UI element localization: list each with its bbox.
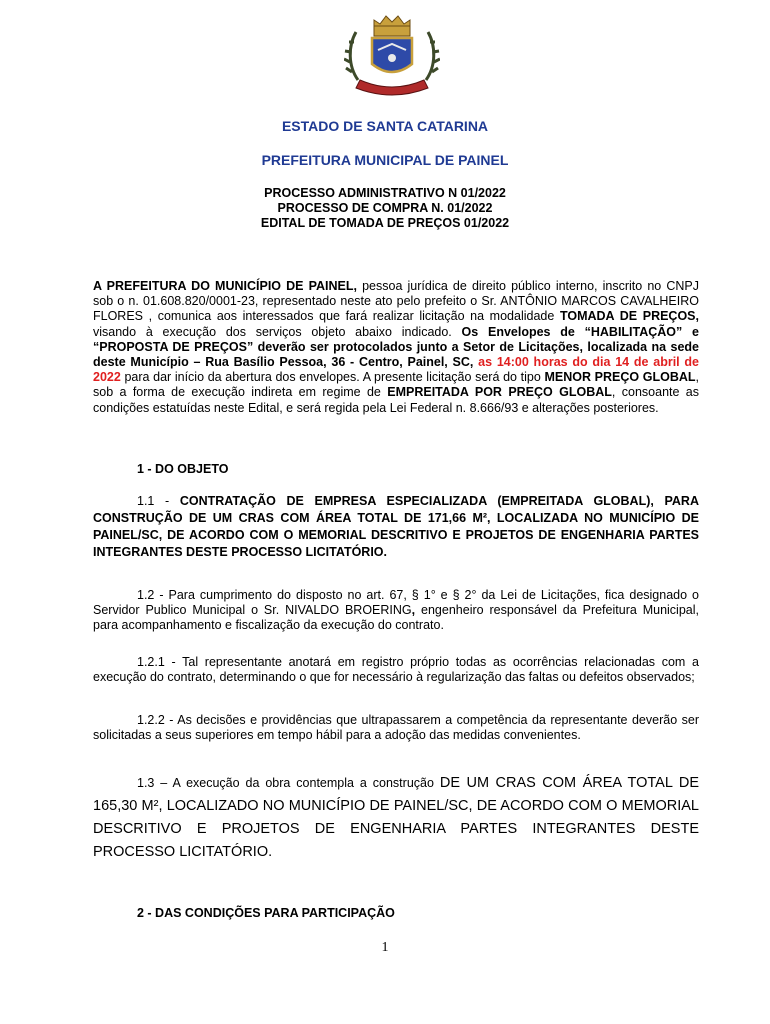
intro-bold-5: EMPREITADA POR PREÇO GLOBAL <box>387 385 612 400</box>
intro-text-2: visando à execução dos serviços objeto abaixo indicado. <box>93 324 462 339</box>
intro-bold-4: MENOR PREÇO GLOBAL <box>544 370 696 385</box>
s11-prefix: 1.1 - <box>137 494 180 508</box>
section-1-2-1: 1.2.1 - Tal representante anotará em registro próprio todas as ocorrências relacionadas com a execução do contrato, determinando o que for necessário à regularização das faltas ou defeitos observados; <box>93 655 699 685</box>
s12-text: 1.2 - Para cumprimento do disposto no art. 67, § 1° e § 2° da Lei de Licitações, fica designado o Servidor Publico Municipal o Sr. NIVALDO BROERING <box>93 588 699 618</box>
section-1-1 <box>93 493 699 561</box>
page-number: 1 <box>381 940 389 955</box>
process-administrative: PROCESSO ADMINISTRATIVO N 01/2022 <box>264 186 506 200</box>
intro-text-1: pessoa jurídica de direito público interno, inscrito no CNPJ sob o n. 01.608.820/0001-23, representado neste ato pelo prefeito o Sr. ANTÔNIO MARCOS CAVALHEIRO FLORES , comunica aos interessados que fará realizar licitação na modalidade <box>93 279 699 324</box>
intro-bold-3: Os Envelopes de “HABILITAÇÃO” e “PROPOSTA DE PREÇOS” deverão ser protocolados junto a Setor de Licitações, localizada na sede deste Município – Rua Basílio Pessoa, 36 - Centro, Painel, SC, <box>93 324 699 370</box>
s13-text: DE UM CRAS COM ÁREA TOTAL DE 165,30 M², LOCALIZADO NO MUNICÍPIO DE PAINEL/SC, DE ACORDO COM O MEMORIAL DESCRITIVO E PROJETOS DE ENGENHARIA PARTES INTEGRANTES DESTE PROCESSO LICITATÓRIO. <box>93 775 699 860</box>
section-1-3 <box>93 772 699 864</box>
section-1-2-2: 1.2.2 - As decisões e providências que ultrapassarem a competência da representante deverão ser solicitadas a seus superiores em tempo hábil para a adoção das medidas convenientes. <box>93 713 699 743</box>
s12-comma: , <box>411 603 416 618</box>
edital-title: EDITAL DE TOMADA DE PREÇOS 01/2022 <box>260 216 510 230</box>
section-1-title: 1 - DO OBJETO <box>137 462 229 476</box>
municipal-coat-of-arms-icon <box>344 14 440 96</box>
s13-intro: 1.3 – A execução da obra contempla a construção <box>137 776 440 790</box>
section-2-title: 2 - DAS CONDIÇÕES PARA PARTICIPAÇÃO <box>137 906 395 920</box>
section-1-2 <box>93 588 699 634</box>
intro-text-4: , sob a forma de execução indireta em regime de <box>93 370 699 400</box>
intro-text-3: para dar início da abertura dos envelopes. A presente licitação será do tipo <box>120 370 545 385</box>
s11-text: CONTRATAÇÃO DE EMPRESA ESPECIALIZADA (EMPREITADA GLOBAL), PARA CONSTRUÇÃO DE UM CRAS COM ÁREA TOTAL DE 171,66 M², LOCALIZADA NO MUNICÍPIO DE PAINEL/SC, DE ACORDO COM O MEMORIAL DESCRITIVO E PROJETOS DE ENGENHARIA PARTES INTEGRANTES DESTE PROCESSO LICITATÓRIO. <box>93 494 699 559</box>
prefecture-name: PREFEITURA MUNICIPAL DE PAINEL <box>261 152 509 168</box>
intro-text-5: , consoante as condições estatuídas neste Edital, e será regida pela Lei Federal n. 8.666/93 e alterações posteriores. <box>93 385 700 415</box>
process-purchase: PROCESSO DE COMPRA N. 01/2022 <box>277 201 493 215</box>
document-header <box>0 186 770 231</box>
intro-bold-2: TOMADA DE PREÇOS, <box>559 309 699 324</box>
intro-paragraph <box>93 279 699 416</box>
intro-deadline: as 14:00 horas do dia 14 de abril de 2022 <box>93 355 699 385</box>
intro-bold-1: A PREFEITURA DO MUNICÍPIO DE PAINEL, <box>93 279 357 293</box>
state-name: ESTADO DE SANTA CATARINA <box>281 118 489 134</box>
s12-text-2: engenheiro responsável da Prefeitura Municipal, para acompanhamento e fiscalização da execução do contrato. <box>93 603 699 633</box>
